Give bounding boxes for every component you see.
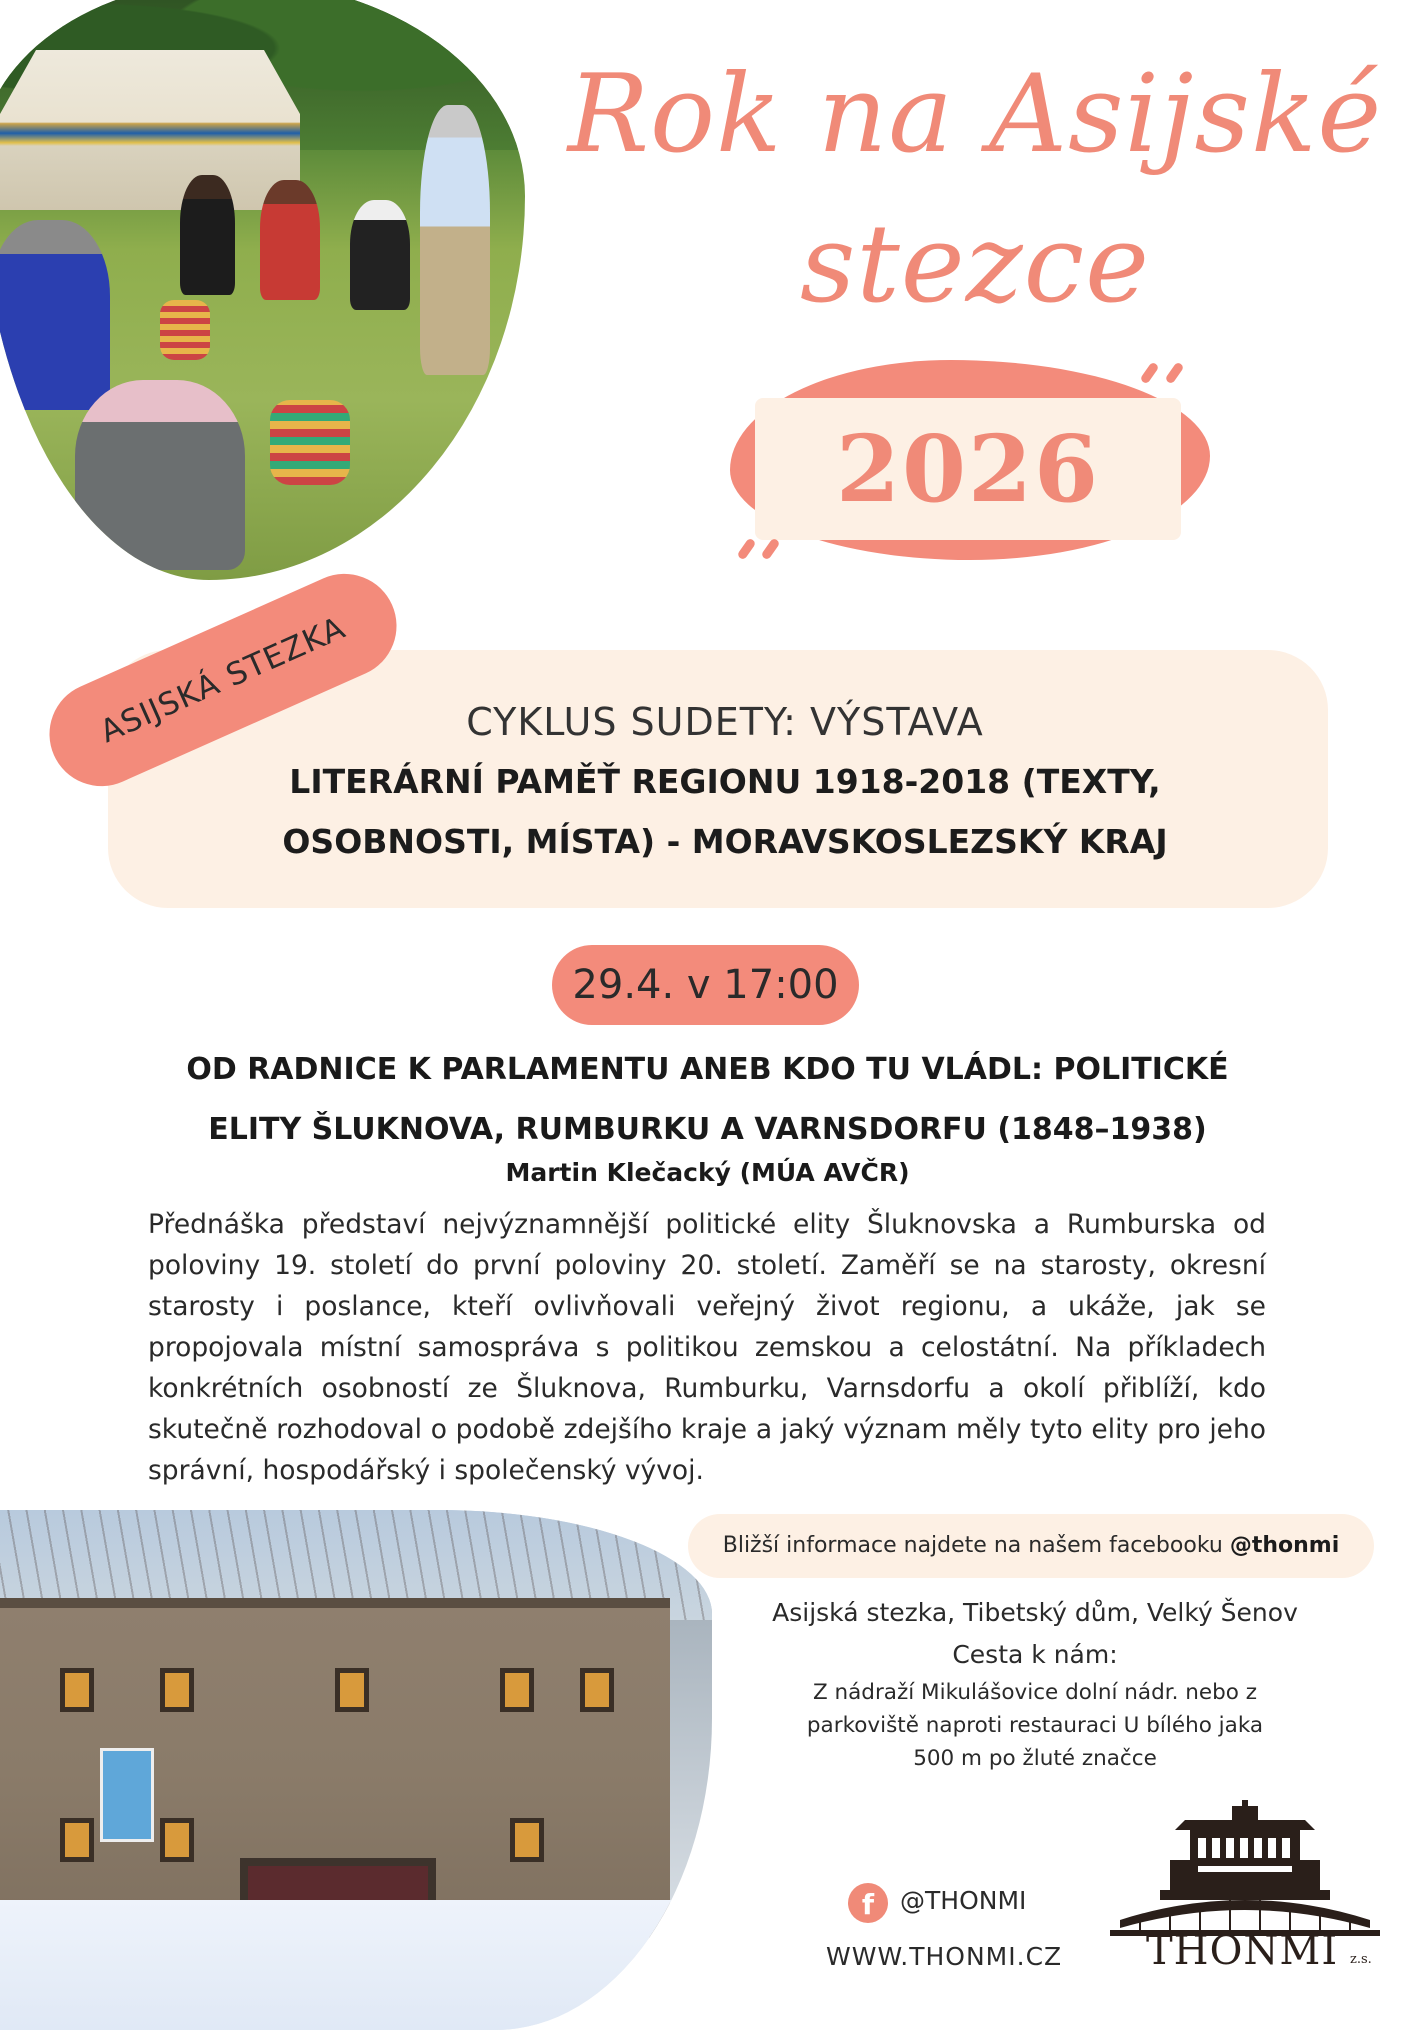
address: Asijská stezka, Tibetský dům, Velký Šenov xyxy=(772,1598,1298,1627)
facebook-info-handle[interactable]: @thonmi xyxy=(1229,1533,1340,1558)
poster-title xyxy=(560,40,1390,340)
photo-window xyxy=(60,1668,94,1712)
facebook-icon[interactable]: f xyxy=(848,1883,888,1923)
tick-decoration xyxy=(761,537,781,560)
lecture-title xyxy=(160,1040,1255,1160)
title-line-2: stezce xyxy=(799,202,1151,327)
photo-snow xyxy=(0,1900,712,2030)
photo-tent xyxy=(0,50,300,210)
photo-listener xyxy=(350,200,410,310)
tag-label: ASIJSKÁ STEZKA xyxy=(95,609,351,751)
tick-decoration xyxy=(737,537,757,560)
photo-listener xyxy=(0,220,110,410)
cycle-heading: CYKLUS SUDETY: VÝSTAVA xyxy=(466,700,984,744)
photo-banner xyxy=(100,1748,154,1842)
lecture-title-line-1: OD RADNICE K PARLAMENTU ANEB KDO TU VLÁDL: POLITICKÉ xyxy=(186,1052,1229,1087)
photo-window xyxy=(510,1818,544,1862)
exhibition-title xyxy=(220,752,1230,872)
route-directions xyxy=(760,1676,1310,1775)
photo-building xyxy=(0,1598,670,1938)
photo-listener xyxy=(180,175,235,295)
year-label: 2026 xyxy=(835,415,1101,523)
website-link[interactable]: WWW.THONMI.CZ xyxy=(826,1942,1063,1971)
photo-speaker xyxy=(420,105,490,375)
photo-stool xyxy=(270,400,350,485)
logo-suffix: z.s. xyxy=(1350,1952,1372,1967)
photo-window xyxy=(335,1668,369,1712)
photo-window xyxy=(60,1818,94,1862)
route-line-1: Z nádraží Mikulášovice dolní nádr. nebo z xyxy=(812,1680,1258,1705)
photo-listener xyxy=(75,380,245,570)
facebook-info-text: Bližší informace najdete na našem facebooku xyxy=(722,1533,1223,1558)
lecture-description: Přednáška představí nejvýznamnější politické elity Šluknovska a Rumburska od poloviny 19. století do první poloviny 20. století. Zaměří se na starosty, okresní starosty i poslance, kteří ovlivňovali veřejný život regionu, a ukáže, jak se propojovala místní samospráva s politikou zemskou a celostátní. Na příkladech konkrétních osobností ze Šluknova, Rumburku, Varnsdorfu a okolí přiblíží, kdo skutečně rozhodoval o podobě zdejšího kraje a jaký význam měly tyto elity pro jeho správní, hospodářský i společenský vývoj. xyxy=(148,1209,1266,1486)
speaker-name: Martin Klečacký (MÚA AVČR) xyxy=(505,1158,910,1187)
photo-window xyxy=(580,1668,614,1712)
photo-stool xyxy=(160,300,210,360)
photo-window xyxy=(160,1818,194,1862)
route-line-3: 500 m po žluté značce xyxy=(913,1746,1157,1771)
photo-window xyxy=(160,1668,194,1712)
date-badge: 29.4. v 17:00 xyxy=(552,945,859,1025)
top-photo-outdoor-lecture xyxy=(0,0,525,580)
logo-name: THONMI xyxy=(1146,1928,1339,1974)
exhibition-title-line-2: OSOBNOSTI, MÍSTA) - MORAVSKOSLEZSKÝ KRAJ xyxy=(282,822,1168,861)
photo-listener xyxy=(260,180,320,300)
photo-window xyxy=(500,1668,534,1712)
title-line-1: Rok na Asijské xyxy=(567,52,1383,177)
bottom-photo-tibetan-house xyxy=(0,1510,712,2030)
lecture-title-line-2: ELITY ŠLUKNOVA, RUMBURKU A VARNSDORFU (1848–1938) xyxy=(208,1112,1207,1147)
exhibition-title-line-1: LITERÁRNÍ PAMĚŤ REGIONU 1918-2018 (TEXTY, xyxy=(289,762,1161,801)
route-line-2: parkoviště naproti restauraci U bílého jaka xyxy=(806,1713,1264,1738)
social-handle[interactable]: @THONMI xyxy=(900,1886,1027,1915)
tick-decoration xyxy=(1140,361,1160,384)
facebook-info-pill xyxy=(688,1514,1374,1578)
tick-decoration xyxy=(1165,361,1185,384)
route-heading: Cesta k nám: xyxy=(952,1640,1118,1669)
